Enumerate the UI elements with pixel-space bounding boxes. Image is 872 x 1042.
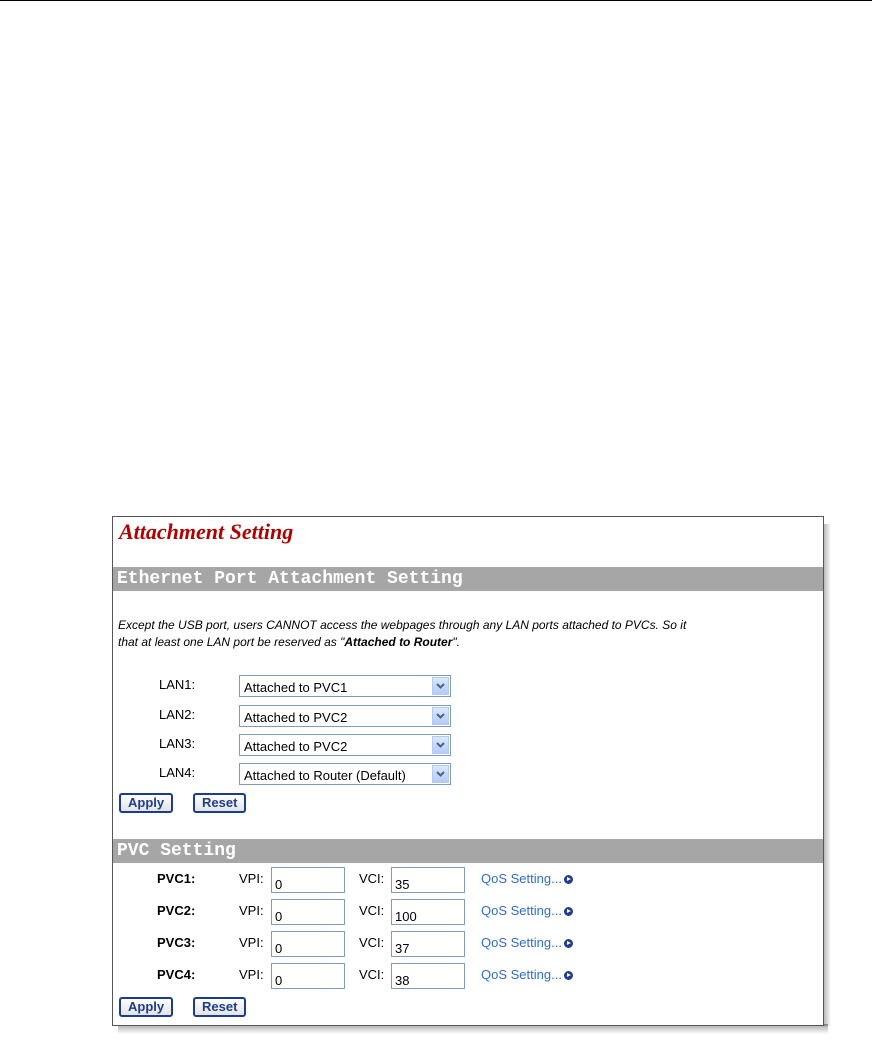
note-line-2-suffix: ". [452, 635, 460, 649]
pvc4-vpi-value: 0 [275, 973, 283, 988]
chevron-down-icon[interactable] [432, 707, 449, 725]
pvc4-qos-link[interactable] [481, 967, 573, 982]
pvc1-vpi-label: VPI: [239, 871, 264, 886]
note-line-2 [118, 634, 824, 651]
lan2-select-value: Attached to PVC2 [244, 710, 348, 725]
pvc3-vci-label: VCI: [359, 935, 385, 950]
pvc4-vci-value: 38 [395, 973, 410, 988]
note-line-2-prefix: that at least one LAN port be reserved as " [118, 635, 345, 649]
pvc4-label: PVC4: [157, 967, 196, 982]
pvc3-vpi-input[interactable] [271, 931, 345, 957]
pvc3-qos-label: QoS Setting... [481, 935, 562, 950]
pvc-reset-button[interactable]: Reset [193, 997, 246, 1017]
pvc1-qos-label: QoS Setting... [481, 871, 562, 886]
chevron-down-icon[interactable] [432, 736, 449, 754]
top-rule [0, 0, 872, 1]
attachment-setting-panel [112, 516, 824, 1026]
pvc3-qos-link[interactable] [481, 935, 573, 950]
arrow-circle-right-icon [564, 939, 573, 948]
lan3-select[interactable] [239, 734, 451, 756]
chevron-down-icon[interactable] [432, 765, 449, 783]
pvc3-vpi-value: 0 [275, 941, 283, 956]
pvc2-label: PVC2: [157, 903, 196, 918]
pvc2-vpi-input[interactable] [271, 899, 345, 925]
lan1-select[interactable] [239, 675, 451, 697]
pvc-section-header: PVC Setting [113, 839, 823, 863]
pvc2-vci-input[interactable] [391, 899, 465, 925]
pvc1-vci-input[interactable] [391, 867, 465, 893]
pvc4-qos-label: QoS Setting... [481, 967, 562, 982]
pvc3-vpi-label: VPI: [239, 935, 264, 950]
note-line-2-bold: Attached to Router [344, 635, 453, 649]
lan4-select-value: Attached to Router (Default) [244, 768, 406, 783]
pvc4-vci-label: VCI: [359, 967, 385, 982]
pvc4-vpi-input[interactable] [271, 963, 345, 989]
lan1-select-value: Attached to PVC1 [244, 680, 348, 695]
lan3-select-value: Attached to PVC2 [244, 739, 348, 754]
ethernet-section-header: Ethernet Port Attachment Setting [113, 567, 823, 591]
pvc2-vci-value: 100 [395, 909, 417, 924]
pvc2-vci-label: VCI: [359, 903, 385, 918]
pvc1-vci-label: VCI: [359, 871, 385, 886]
pvc3-label: PVC3: [157, 935, 196, 950]
lan4-label: LAN4: [159, 765, 196, 780]
pvc4-vci-input[interactable] [391, 963, 465, 989]
pvc1-vci-value: 35 [395, 877, 410, 892]
pvc2-vpi-label: VPI: [239, 903, 264, 918]
pvc1-label: PVC1: [157, 871, 196, 886]
pvc4-vpi-label: VPI: [239, 967, 264, 982]
note-line-1: Except the USB port, users CANNOT access the webpages through any LAN ports attached to PVCs. So it [118, 618, 687, 632]
pvc1-qos-link[interactable] [481, 871, 573, 886]
pvc2-qos-label: QoS Setting... [481, 903, 562, 918]
ethernet-reset-button[interactable]: Reset [193, 793, 246, 813]
lan3-label: LAN3: [159, 736, 196, 751]
pvc-apply-button[interactable]: Apply [119, 997, 173, 1017]
page-title: Attachment Setting [119, 519, 294, 544]
pvc2-vpi-value: 0 [275, 909, 283, 924]
arrow-circle-right-icon [564, 907, 573, 916]
ethernet-note [118, 617, 824, 651]
lan4-select[interactable] [239, 763, 451, 785]
pvc1-vpi-input[interactable] [271, 867, 345, 893]
lan1-label: LAN1: [159, 677, 196, 692]
pvc3-vci-input[interactable] [391, 931, 465, 957]
chevron-down-icon[interactable] [432, 677, 449, 695]
ethernet-apply-button[interactable]: Apply [119, 793, 173, 813]
arrow-circle-right-icon [564, 875, 573, 884]
pvc3-vci-value: 37 [395, 941, 410, 956]
pvc2-qos-link[interactable] [481, 903, 573, 918]
pvc1-vpi-value: 0 [275, 877, 283, 892]
arrow-circle-right-icon [564, 971, 573, 980]
lan2-label: LAN2: [159, 707, 196, 722]
lan2-select[interactable] [239, 705, 451, 727]
